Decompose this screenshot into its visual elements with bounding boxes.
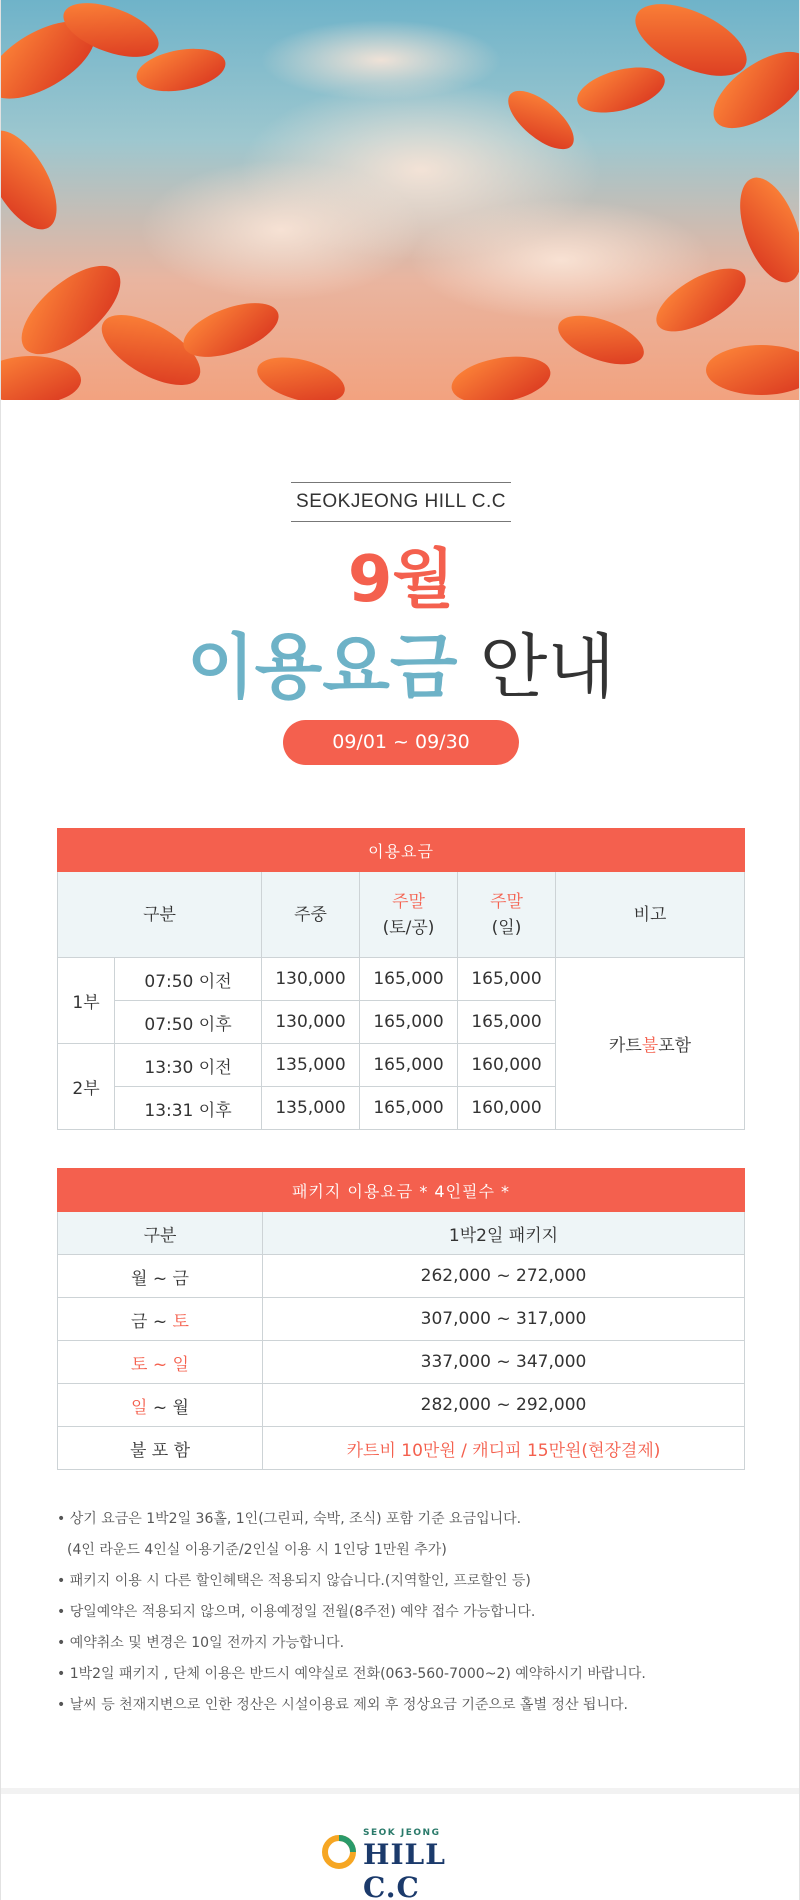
day-end: 토 xyxy=(172,1311,189,1332)
price-cell: 130,000 xyxy=(262,1001,360,1044)
day-range-cell xyxy=(58,1341,263,1384)
time-cell: 07:50 이전 xyxy=(115,958,262,1001)
note-item: • 1박2일 패키지 , 단체 이용은 반드시 예약실로 전화(063-560-7000~2) 예약하시기 바랍니다. xyxy=(57,1666,646,1682)
day-end: 월 xyxy=(172,1397,189,1418)
price-cell: 160,000 xyxy=(458,1087,556,1130)
price-cell: 135,000 xyxy=(262,1087,360,1130)
hero-autumn-leaves-image xyxy=(1,0,799,400)
note-item: • 당일예약은 적용되지 않으며, 이용예정일 전월(8주전) 예약 접수 가능합니다. xyxy=(57,1604,536,1620)
table-row xyxy=(58,1427,745,1470)
rate-table xyxy=(57,828,745,1130)
table-row xyxy=(58,1341,745,1384)
title-highlight: 이용요금 xyxy=(187,626,458,708)
day-sep: ~ xyxy=(147,1311,173,1332)
price-cell: 307,000 ~ 317,000 xyxy=(263,1298,745,1341)
package-table-caption: 패키지 이용요금 * 4인필수 * xyxy=(58,1169,745,1212)
time-cell: 13:31 이후 xyxy=(115,1087,262,1130)
day-start: 일 xyxy=(131,1397,148,1418)
note-pre: 카트 xyxy=(608,1036,642,1056)
rate-table-caption: 이용요금 xyxy=(58,829,745,872)
day-end: 금 xyxy=(172,1268,189,1289)
header-weekend-sun-bottom: (일) xyxy=(491,917,522,938)
header-weekend-sat-bottom: (토/공) xyxy=(382,917,435,938)
header-category: 구분 xyxy=(58,872,262,958)
price-cell: 262,000 ~ 272,000 xyxy=(263,1255,745,1298)
table-row xyxy=(58,1384,745,1427)
price-cell: 165,000 xyxy=(458,958,556,1001)
header-weekend-sat-top: 주말 xyxy=(392,891,425,912)
day-end: 일 xyxy=(172,1354,189,1375)
header-weekend-sun xyxy=(458,872,556,958)
note-item: (4인 라운드 4인실 이용기준/2인실 이용 시 1인당 1만원 추가) xyxy=(67,1542,447,1558)
price-cell: 165,000 xyxy=(360,1044,458,1087)
title-rest: 안내 xyxy=(457,626,615,708)
footer-divider xyxy=(1,1788,799,1794)
price-cell: 135,000 xyxy=(262,1044,360,1087)
part-label: 2부 xyxy=(58,1044,115,1130)
price-cell: 282,000 ~ 292,000 xyxy=(263,1384,745,1427)
time-cell: 13:30 이전 xyxy=(115,1044,262,1087)
day-sep: ~ xyxy=(147,1354,173,1375)
header-weekend-sat xyxy=(360,872,458,958)
rate-table-header xyxy=(58,872,745,958)
price-cell: 130,000 xyxy=(262,958,360,1001)
title-month: 9월 xyxy=(347,543,455,617)
note-cell xyxy=(556,958,745,1130)
day-start: 토 xyxy=(131,1354,148,1375)
logo-big-text: HILL C.C xyxy=(363,1838,446,1900)
note-item: • 날씨 등 천재지변으로 인한 정산은 시설이용료 제외 후 정상요금 기준으로 홀별 정산 됩니다. xyxy=(57,1697,628,1713)
note-item: • 상기 요금은 1박2일 36홀, 1인(그린피, 숙박, 조식) 포함 기준 요금입니다. xyxy=(57,1511,522,1527)
logo-ring-icon xyxy=(321,1834,357,1870)
note-item: • 예약취소 및 변경은 10일 전까지 가능합니다. xyxy=(57,1635,345,1651)
header-weekday: 주중 xyxy=(262,872,360,958)
part-label: 1부 xyxy=(58,958,115,1044)
day-start: 월 xyxy=(131,1268,148,1289)
day-range-cell xyxy=(58,1255,263,1298)
note-post: 포함 xyxy=(658,1036,692,1056)
excluded-label: 불 포 함 xyxy=(58,1427,263,1470)
table-row xyxy=(58,1255,745,1298)
notes-list xyxy=(57,1504,757,1721)
autumn-leaves-illustration xyxy=(1,0,799,400)
note-item: • 패키지 이용 시 다른 할인혜택은 적용되지 않습니다.(지역할인, 프로할인 등) xyxy=(57,1573,531,1589)
page-title xyxy=(1,622,800,712)
table-row xyxy=(58,958,745,1001)
excluded-value: 카트비 10만원 / 캐디피 15만원(현장결제) xyxy=(263,1427,745,1470)
period-badge: 09/01 ~ 09/30 xyxy=(283,720,519,765)
header-package: 1박2일 패키지 xyxy=(263,1212,745,1255)
price-cell: 160,000 xyxy=(458,1044,556,1087)
header-category: 구분 xyxy=(58,1212,263,1255)
header-weekend-sun-top: 주말 xyxy=(490,891,523,912)
logo xyxy=(321,1828,491,1900)
package-table xyxy=(57,1168,745,1470)
logo-small-text: SEOK JEONG xyxy=(363,1828,441,1838)
table-row xyxy=(58,1298,745,1341)
note-red: 불 xyxy=(641,1036,659,1056)
package-table-header xyxy=(58,1212,745,1255)
price-cell: 165,000 xyxy=(360,1087,458,1130)
time-cell: 07:50 이후 xyxy=(115,1001,262,1044)
brand-name: SEOKJEONG HILL C.C xyxy=(291,482,511,522)
price-cell: 165,000 xyxy=(360,1001,458,1044)
price-cell: 165,000 xyxy=(458,1001,556,1044)
day-range-cell xyxy=(58,1298,263,1341)
day-sep: ~ xyxy=(147,1268,173,1289)
price-cell: 165,000 xyxy=(360,958,458,1001)
day-start: 금 xyxy=(131,1311,148,1332)
day-sep: ~ xyxy=(147,1397,173,1418)
day-range-cell xyxy=(58,1384,263,1427)
header-note: 비고 xyxy=(556,872,745,958)
price-cell: 337,000 ~ 347,000 xyxy=(263,1341,745,1384)
